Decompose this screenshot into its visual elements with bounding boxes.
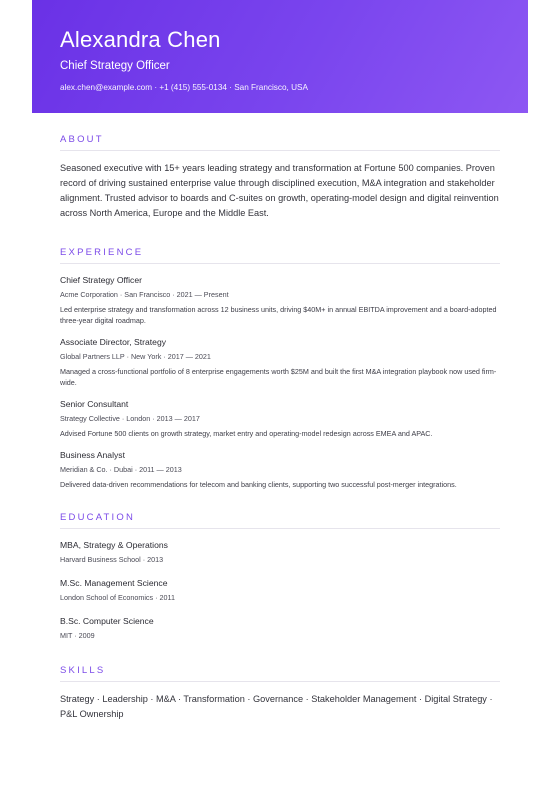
school-meta: MIT · 2009	[60, 631, 95, 640]
resume-body	[60, 128, 500, 722]
job-description: Advised Fortune 500 clients on growth strategy, market entry and operating-model redesign across EMEA and APAC.	[60, 429, 433, 438]
job-entry	[60, 274, 500, 326]
job-role: Chief Strategy Officer	[60, 275, 142, 285]
contact-line: alex.chen@example.com · +1 (415) 555-0134 · San Francisco, USA	[60, 83, 308, 92]
education-entry	[60, 577, 500, 603]
job-description: Delivered data-driven recommendations for telecom and banking clients, supporting two successful post-merger integrations.	[60, 480, 457, 489]
job-role: Business Analyst	[60, 450, 125, 460]
about-heading: ABOUT	[60, 128, 500, 151]
job-entry	[60, 336, 500, 388]
job-meta: Meridian & Co. · Dubai · 2011 — 2013	[60, 465, 182, 474]
school-meta: Harvard Business School · 2013	[60, 555, 164, 564]
school-meta: London School of Economics · 2011	[60, 593, 175, 602]
about-text: Seasoned executive with 15+ years leading strategy and transformation at Fortune 500 companies. Proven record of driving sustained enterprise value through disciplined execution, M&A integration and stakeholder alignment. Trusted advisor to boards and C-suites on growth, operating-model design and digital reinvention across North America, Europe and the Middle East.	[60, 163, 499, 218]
degree-name: MBA, Strategy & Operations	[60, 540, 168, 550]
skills-list: Strategy · Leadership · M&A · Transformation · Governance · Stakeholder Management · Digital Strategy · P&L Ownership	[60, 694, 493, 719]
education-heading: EDUCATION	[60, 506, 500, 529]
skills-heading: SKILLS	[60, 659, 500, 682]
degree-name: B.Sc. Computer Science	[60, 616, 154, 626]
candidate-title: Chief Strategy Officer	[60, 60, 170, 72]
job-description: Managed a cross-functional portfolio of 8 enterprise engagements worth $25M and built the first M&A integration playbook now used firm-wide.	[60, 367, 497, 387]
job-meta: Global Partners LLP · New York · 2017 — 2021	[60, 352, 211, 361]
education-entry	[60, 615, 500, 641]
education-entry	[60, 539, 500, 565]
skills-section	[60, 659, 500, 722]
experience-heading: EXPERIENCE	[60, 241, 500, 264]
job-meta: Strategy Collective · London · 2013 — 2017	[60, 414, 200, 423]
degree-name: M.Sc. Management Science	[60, 578, 168, 588]
job-description: Led enterprise strategy and transformation across 12 business units, driving $40M+ in annual EBITDA improvement and a board-adopted three-year digital roadmap.	[60, 305, 497, 325]
experience-section	[60, 241, 500, 490]
job-role: Senior Consultant	[60, 399, 129, 409]
education-section	[60, 506, 500, 641]
candidate-name: Alexandra Chen	[60, 27, 221, 52]
job-role: Associate Director, Strategy	[60, 337, 167, 347]
job-entry	[60, 449, 500, 490]
resume-header	[32, 0, 528, 113]
job-entry	[60, 398, 500, 439]
job-meta: Acme Corporation · San Francisco · 2021 — Present	[60, 290, 229, 299]
